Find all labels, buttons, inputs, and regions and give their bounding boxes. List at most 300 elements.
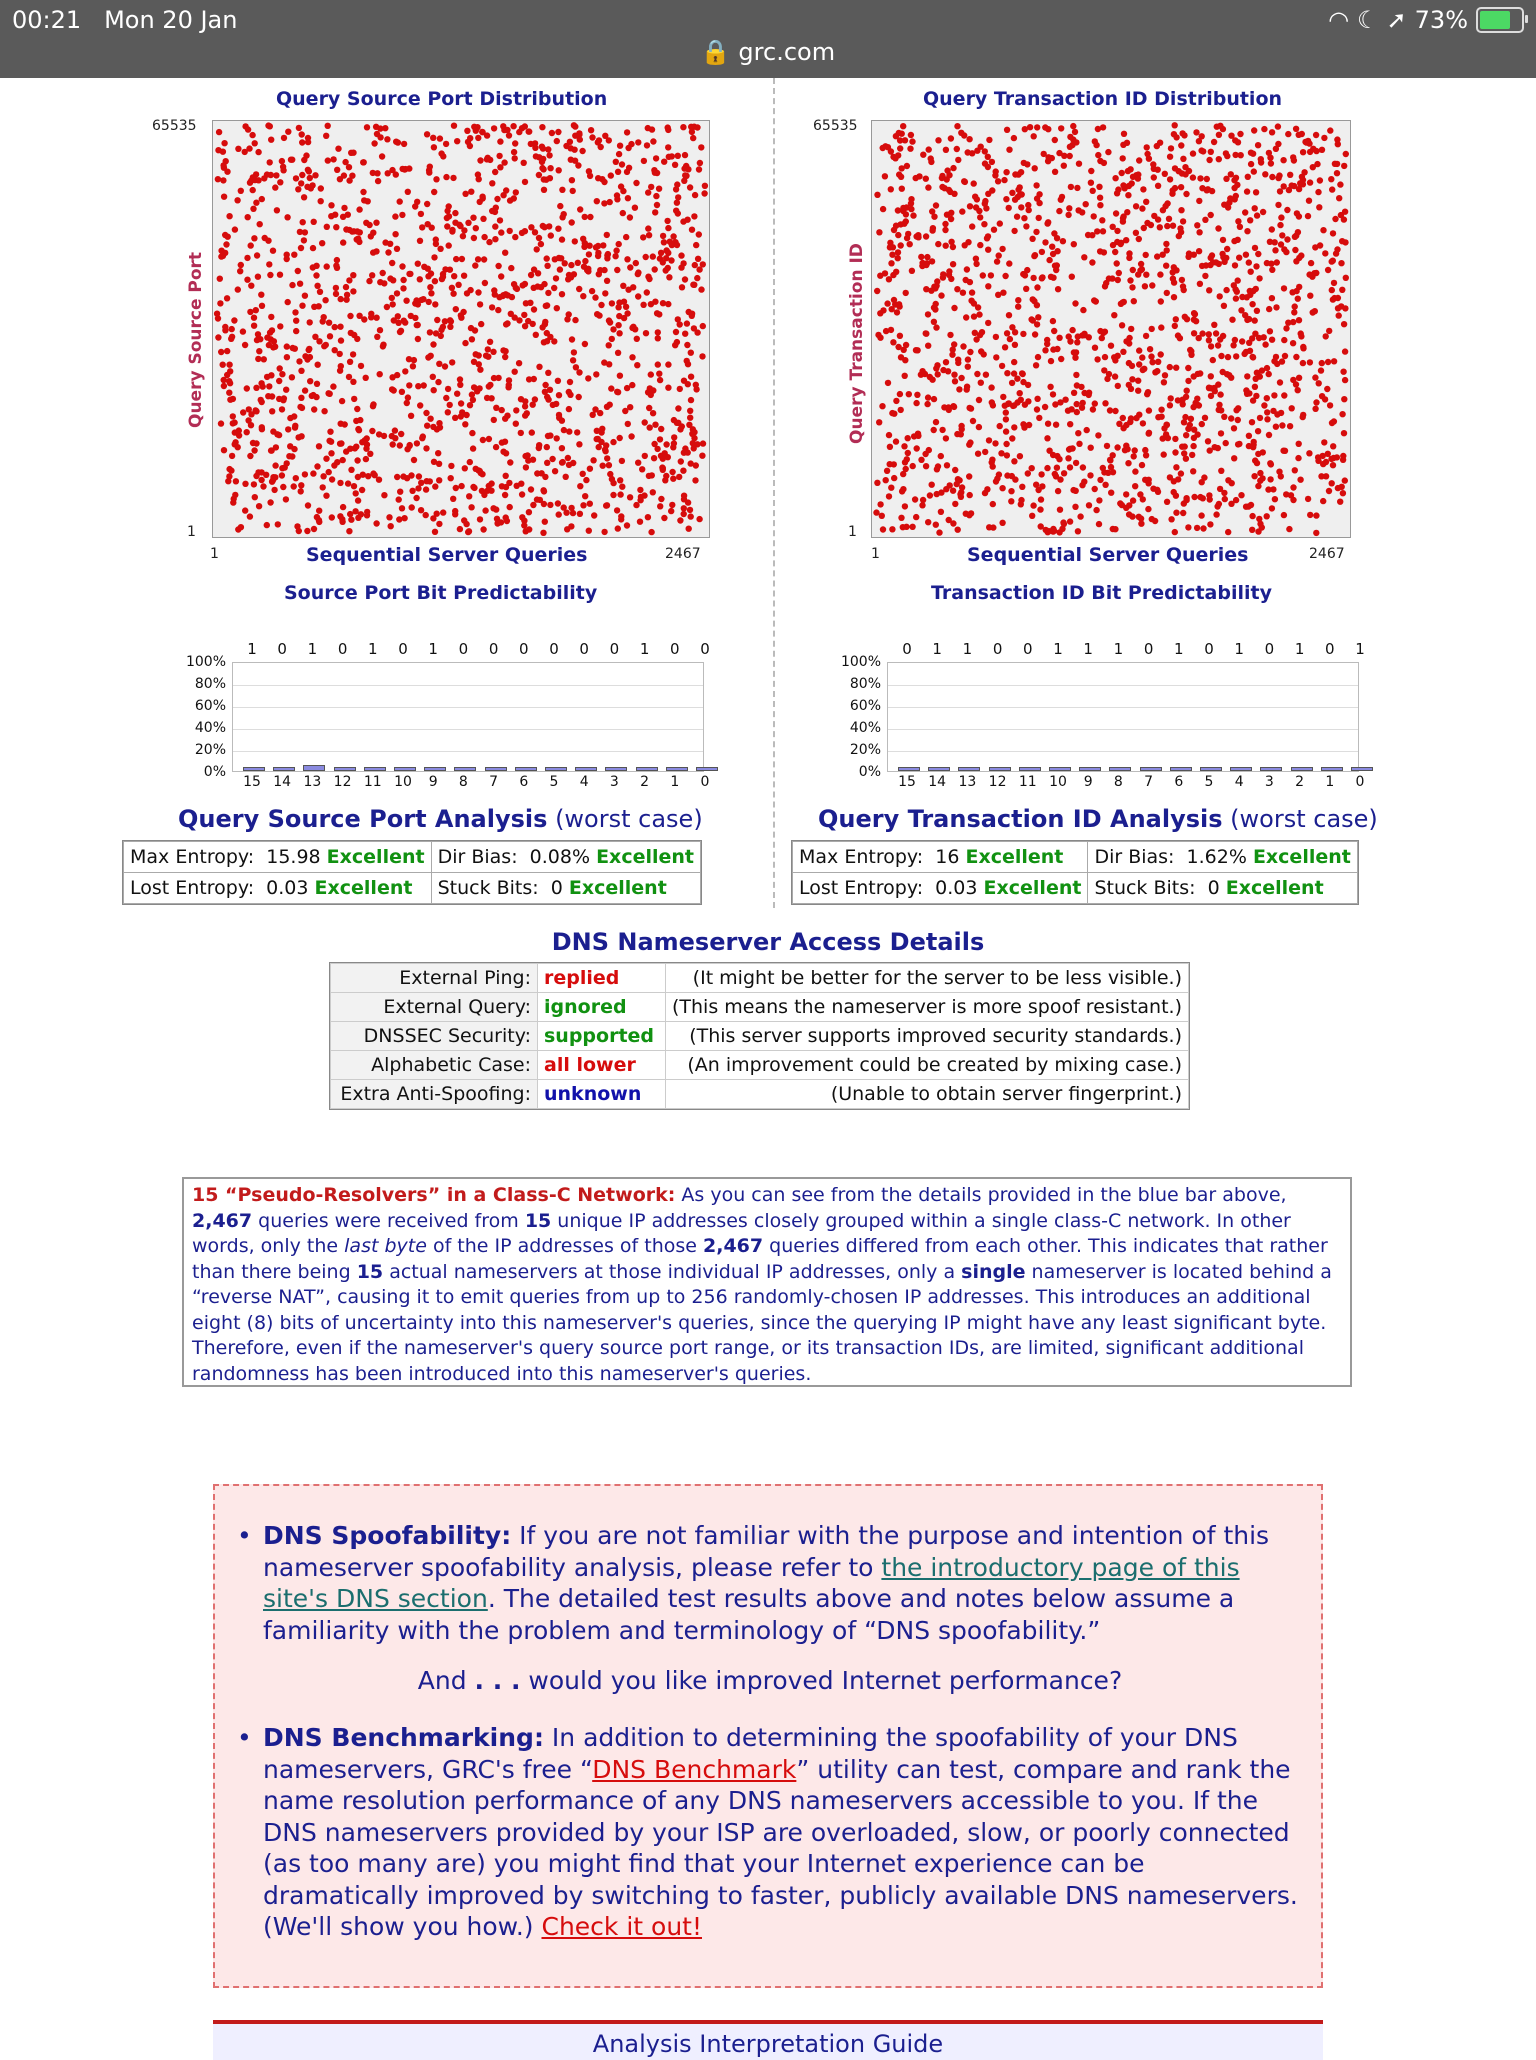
scatter-point [403, 298, 409, 304]
bit-value: 0 [1023, 640, 1033, 658]
scatter-point [955, 357, 961, 363]
scatter-point [1248, 502, 1254, 508]
scatter-point [1244, 391, 1250, 397]
scatter-point [648, 371, 654, 377]
dns-benchmark-link[interactable]: DNS Benchmark [592, 1754, 797, 1784]
scatter-point [1249, 513, 1255, 519]
scatter-point [450, 175, 456, 181]
scatter-point [304, 356, 310, 362]
scatter-point [609, 336, 615, 342]
scatter-point [1220, 237, 1226, 243]
scatter-point [516, 129, 522, 135]
scatter-point [601, 179, 607, 185]
scatter-point [943, 359, 949, 365]
scatter-point [894, 309, 900, 315]
scatter-point [952, 467, 958, 473]
scatter-point [689, 311, 695, 317]
scatter-point [675, 316, 681, 322]
scatter-point [977, 242, 983, 248]
bit-value: 0 [670, 640, 680, 658]
scatter-point [1296, 375, 1302, 381]
dns-note: (An improvement could be created by mixing case.) [666, 1051, 1189, 1080]
scatter-point [925, 394, 931, 400]
scatter-point [214, 311, 220, 317]
scatter-point [561, 211, 567, 217]
scatter-point [556, 392, 562, 398]
scatter-point [897, 333, 903, 339]
scatter-point [1114, 444, 1120, 450]
scatter-point [242, 481, 248, 487]
scatter-point [1058, 125, 1064, 131]
scatter-point [1287, 172, 1293, 178]
scatter-point [1262, 341, 1268, 347]
scatter-point [1264, 416, 1270, 422]
scatter-point [1320, 227, 1326, 233]
scatter-point [671, 434, 677, 440]
scatter-point [678, 458, 684, 464]
scatter-point [544, 394, 550, 400]
scatter-point [1155, 183, 1161, 189]
scatter-point [1110, 242, 1116, 248]
scatter-point [337, 368, 343, 374]
scatter-point [956, 386, 962, 392]
scatter-point [367, 451, 373, 457]
scatter-point [964, 386, 970, 392]
scatter-point [934, 491, 940, 497]
scatter-point [903, 290, 909, 296]
scatter-point [333, 285, 339, 291]
scatter-point [1277, 379, 1283, 385]
scatter-point [1211, 322, 1217, 328]
scatter-point [1126, 335, 1132, 341]
scatter-point [1055, 488, 1061, 494]
scatter-point [536, 364, 542, 370]
scatter-point [531, 306, 537, 312]
scatter-point [1282, 448, 1288, 454]
scatter-point [1295, 296, 1301, 302]
scatter-point [1233, 353, 1239, 359]
scatter-point [438, 333, 444, 339]
scatter-point [614, 507, 620, 513]
scatter-point [943, 243, 949, 249]
scatter-point [1330, 258, 1336, 264]
scatter-point [929, 258, 935, 264]
scatter-point [1241, 351, 1247, 357]
scatter-point [1319, 147, 1325, 153]
scatter-point [1189, 452, 1195, 458]
scatter-point [895, 232, 901, 238]
scatter-point [602, 290, 608, 296]
check-it-out-link[interactable]: Check it out! [541, 1912, 702, 1941]
scatter-point [1319, 393, 1325, 399]
scatter-point [571, 147, 577, 153]
scatter-point [1105, 149, 1111, 155]
scatter-point [291, 483, 297, 489]
scatter-point [407, 271, 413, 277]
scatter-point [1266, 306, 1272, 312]
scatter-point [388, 523, 394, 529]
dns-section-link[interactable]: the introductory page of this site's DNS section [263, 1552, 1240, 1613]
scatter-point [950, 488, 956, 494]
scatter-point [1337, 181, 1343, 187]
scatter-point [516, 360, 522, 366]
scatter-point [1056, 208, 1062, 214]
bit-bar [1019, 767, 1041, 771]
scatter-point [338, 440, 344, 446]
bit-bar [1049, 767, 1071, 771]
scatter-point [999, 520, 1005, 526]
scatter-point [595, 250, 601, 256]
scatter-point [227, 397, 233, 403]
scatter-point [1177, 335, 1183, 341]
scatter-point [1246, 433, 1252, 439]
scatter-point [1090, 188, 1096, 194]
scatter-point [652, 422, 658, 428]
scatter-point [277, 272, 283, 278]
scatter-point [1340, 453, 1346, 459]
scatter-point [1110, 224, 1116, 230]
scatter-point [595, 436, 601, 442]
scatter-point [624, 129, 630, 135]
scatter-point [923, 463, 929, 469]
scatter-point [946, 172, 952, 178]
scatter-point [248, 242, 254, 248]
scatter-point [1321, 135, 1327, 141]
scatter-point [1108, 343, 1114, 349]
scatter-point [669, 469, 675, 475]
scatter-point [924, 401, 930, 407]
scatter-point [948, 216, 954, 222]
scatter-point [1172, 122, 1178, 128]
scatter-point [682, 152, 688, 158]
scatter-point [343, 226, 349, 232]
scatter-point [646, 276, 652, 282]
scatter-point [1284, 236, 1290, 242]
scatter-point [489, 208, 495, 214]
scatter-point [1190, 443, 1196, 449]
scatter-point [511, 195, 517, 201]
scatter-point [1290, 319, 1296, 325]
scatter-point [1052, 169, 1058, 175]
scatter-point [470, 215, 476, 221]
scatter-point [895, 344, 901, 350]
scatter-point [926, 146, 932, 152]
percent-tick: 20% [194, 742, 226, 758]
scatter-point [1178, 229, 1184, 235]
scatter-point [216, 129, 222, 135]
scatter-point [1268, 160, 1274, 166]
scatter-point [1033, 362, 1039, 368]
scatter-point [604, 278, 610, 284]
scatter-point [1307, 179, 1313, 185]
scatter-point [1272, 496, 1278, 502]
scatter-point [563, 510, 569, 516]
scatter-point [295, 434, 301, 440]
scatter-point [1194, 222, 1200, 228]
scatter-point [992, 172, 998, 178]
scatter-point [1182, 164, 1188, 170]
scatter-point [647, 385, 653, 391]
scatter-point [386, 514, 392, 520]
scatter-point [1141, 366, 1147, 372]
scatter-point [316, 443, 322, 449]
scatter-point [624, 169, 630, 175]
scatter-point [969, 289, 975, 295]
scatter-point [653, 155, 659, 161]
scatter-point [597, 267, 603, 273]
scatter-point [1244, 228, 1250, 234]
scatter-point [1031, 253, 1037, 259]
scatter-dots [213, 121, 709, 537]
bit-value: 1 [962, 640, 973, 658]
scatter-point [1190, 404, 1196, 410]
scatter-point [440, 509, 446, 515]
scatter-point [1332, 216, 1338, 222]
scatter-point [629, 354, 635, 360]
scatter-title: Query Source Port Distribution [276, 88, 608, 110]
scatter-point [259, 399, 265, 405]
scatter-point [1179, 444, 1185, 450]
scatter-point [1269, 129, 1275, 135]
scatter-point [695, 256, 701, 262]
scatter-point [1136, 361, 1142, 367]
scatter-point [544, 330, 550, 336]
scatter-point [414, 322, 420, 328]
scatter-point [995, 292, 1001, 298]
scatter-point [1123, 422, 1129, 428]
bit-value: 0 [398, 640, 408, 658]
bit-bar [485, 767, 507, 771]
scatter-point [1185, 365, 1191, 371]
scatter-point [614, 267, 620, 273]
scatter-point [464, 128, 470, 134]
scatter-point [680, 218, 686, 224]
scatter-point [615, 350, 621, 356]
scatter-point [230, 420, 236, 426]
scatter-point [630, 284, 636, 290]
scatter-point [989, 457, 995, 463]
scatter-point [1021, 215, 1027, 221]
scatter-point [559, 445, 565, 451]
scatter-point [687, 184, 693, 190]
dns-key: DNSSEC Security: [331, 1022, 538, 1051]
scatter-point [1087, 472, 1093, 478]
scatter-point [363, 446, 369, 452]
scatter-point [1143, 199, 1149, 205]
scatter-point [895, 152, 901, 158]
scatter-point [954, 123, 960, 129]
scatter-point [606, 137, 612, 143]
scatter-point [536, 445, 542, 451]
scatter-point [220, 162, 226, 168]
scatter-point [572, 238, 578, 244]
bit-position: 12 [333, 774, 352, 790]
scatter-point [397, 442, 403, 448]
scatter-point [512, 140, 518, 146]
scatter-point [334, 167, 340, 173]
scatter-point [936, 529, 942, 535]
scatter-point [652, 170, 658, 176]
scatter-point [279, 158, 285, 164]
scatter-point [275, 521, 281, 527]
scatter-point [899, 186, 905, 192]
scatter-point [1136, 347, 1142, 353]
scatter-point [244, 385, 250, 391]
scatter-point [951, 404, 957, 410]
scatter-point [1249, 301, 1255, 307]
scatter-point [635, 139, 641, 145]
scatter-point [1316, 380, 1322, 386]
scatter-point [1037, 506, 1043, 512]
scatter-point [1061, 163, 1067, 169]
scatter-point [401, 515, 407, 521]
scatter-point [491, 125, 497, 131]
scatter-point [600, 463, 606, 469]
url-bar[interactable]: 🔒 grc.com [700, 38, 836, 66]
scatter-point [320, 318, 326, 324]
scatter-point [500, 293, 506, 299]
scatter-point [1248, 269, 1254, 275]
scatter-point [601, 359, 607, 365]
scatter-point [1020, 379, 1026, 385]
scatter-point [293, 475, 299, 481]
scatter-point [674, 200, 680, 206]
scatter-point [649, 472, 655, 478]
scatter-point [313, 263, 319, 269]
scatter-point [665, 225, 671, 231]
scatter-point [550, 402, 556, 408]
scatter-point [563, 143, 569, 149]
scatter-point [1316, 204, 1322, 210]
scatter-point [1132, 468, 1138, 474]
scatter-point [990, 501, 996, 507]
scatter-point [332, 347, 338, 353]
scatter-point [475, 289, 481, 295]
scatter-point [951, 372, 957, 378]
scatter-point [580, 471, 586, 477]
scatter-point [250, 174, 256, 180]
scatter-point [1232, 152, 1238, 158]
scatter-point [899, 131, 905, 137]
scatter-point [1253, 376, 1259, 382]
scatter-point [946, 268, 952, 274]
scatter-point [1221, 490, 1227, 496]
scatter-point [1136, 236, 1142, 242]
scatter-point [1162, 372, 1168, 378]
scatter-point [419, 224, 425, 230]
scatter-point [690, 135, 696, 141]
bit-position: 1 [670, 774, 680, 790]
scatter-point [692, 262, 698, 268]
scatter-point [447, 402, 453, 408]
scatter-point [1178, 184, 1184, 190]
scatter-point [348, 467, 354, 473]
scatter-point [448, 318, 454, 324]
scatter-point [285, 426, 291, 432]
scatter-point [1093, 507, 1099, 513]
scatter-point [279, 406, 285, 412]
scatter-point [1042, 239, 1048, 245]
scatter-point [1167, 176, 1173, 182]
scatter-point [351, 332, 357, 338]
scatter-point [970, 418, 976, 424]
scatter-point [1081, 332, 1087, 338]
scatter-point [1034, 124, 1040, 130]
scatter-point [1120, 155, 1126, 161]
scatter-point [1088, 445, 1094, 451]
scatter-point [267, 159, 273, 165]
scatter-point [359, 487, 365, 493]
scatter-point [1286, 526, 1292, 532]
scatter-point [1213, 259, 1219, 265]
scatter-point [421, 264, 427, 270]
scatter-point [601, 529, 607, 535]
scatter-point [657, 436, 663, 442]
scatter-point [273, 444, 279, 450]
scatter-point [377, 327, 383, 333]
scatter-point [966, 473, 972, 479]
scatter-point [1185, 426, 1191, 432]
scatter-point [424, 478, 430, 484]
scatter-point [1074, 401, 1080, 407]
scatter-point [542, 382, 548, 388]
bit-position: 2 [640, 774, 650, 790]
scatter-point [1112, 526, 1118, 532]
performance-prompt: And . . . would you like improved Internet performance? [417, 1666, 1123, 1695]
scatter-point [255, 149, 261, 155]
bit-position: 5 [549, 774, 559, 790]
scatter-point [1145, 389, 1151, 395]
scatter-point [595, 175, 601, 181]
scatter-point [624, 256, 630, 262]
bit-value: 0 [337, 640, 348, 658]
scatter-point [1283, 249, 1289, 255]
scatter-point [688, 513, 694, 519]
scatter-point [633, 502, 639, 508]
scatter-point [1071, 390, 1077, 396]
scatter-point [1203, 262, 1209, 268]
scatter-point [256, 503, 262, 509]
scatter-point [948, 210, 954, 216]
scatter-point [981, 221, 987, 227]
scatter-point [1332, 161, 1338, 167]
bit-chart-area [232, 662, 704, 772]
scatter-point [656, 371, 662, 377]
scatter-point [1172, 323, 1178, 329]
scatter-point [1044, 337, 1050, 343]
scatter-point [1313, 512, 1319, 518]
scatter-point [607, 199, 613, 205]
scatter-point [618, 183, 624, 189]
scatter-point [650, 489, 656, 495]
scatter-point [952, 378, 958, 384]
scatter-point [1102, 354, 1108, 360]
scatter-point [491, 287, 497, 293]
scatter-point [368, 311, 374, 317]
scatter-point [1108, 464, 1114, 470]
battery-icon [1476, 7, 1524, 33]
scatter-point [246, 145, 252, 151]
scatter-point [996, 252, 1002, 258]
scatter-point [313, 394, 319, 400]
scatter-point [1073, 372, 1079, 378]
scatter-point [621, 315, 627, 321]
scatter-point [289, 282, 295, 288]
scatter-point [374, 170, 380, 176]
scatter-point [1289, 182, 1295, 188]
scatter-point [1173, 365, 1179, 371]
scatter-point [1048, 274, 1054, 280]
